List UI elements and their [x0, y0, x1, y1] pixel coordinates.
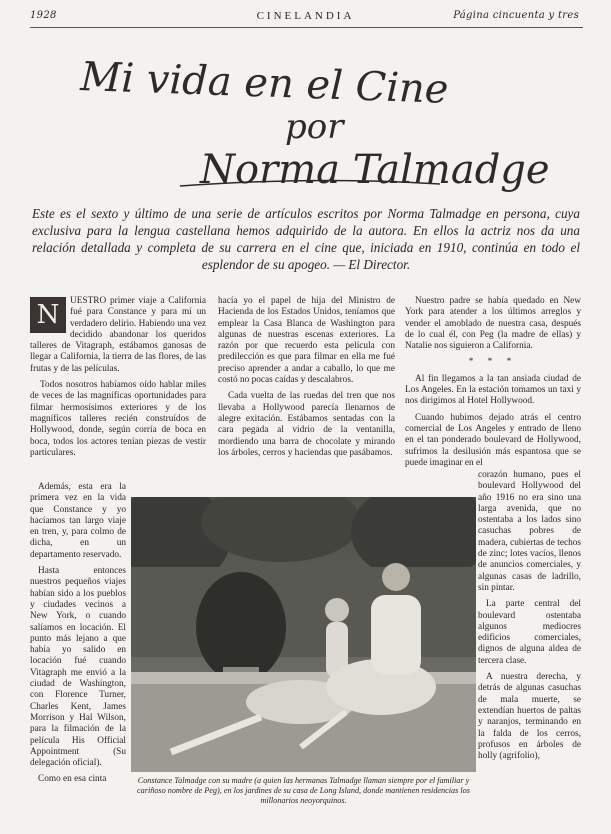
column-3	[405, 296, 581, 474]
col1n-paragraph-2: Hasta entonces nuestros pequeños viajes habían sido a los pueblos y ciudades vecinos a New York, o cuando salíamos en locación. El punto más lejano a que había yo salido en locación fué cuando Vitagraph me envió a la ciudad de Washington, con Florence Turner, Charles Kent, James Morrison y Hal Wilson, para la filmación de la película His Official Appointment (Su delegación oficial).	[30, 566, 126, 769]
magazine-title: CINELANDIA	[256, 10, 355, 22]
column-3-narrow	[478, 470, 581, 767]
col2-paragraph-2: Cada vuelta de las ruedas del tren que nos llevaba a Hollywood parecía llenarnos de alegre exitación. Estábamos sentadas con la cara pegada al vidrio de la ventanilla, mordiendo una barra de chocolate y mirando los árboles, cerros y haciendas que pasábamos.	[218, 391, 395, 458]
section-break: * * *	[468, 357, 518, 368]
column-1	[30, 296, 206, 464]
col1n-paragraph-3: Como en esa cinta	[38, 774, 107, 785]
intro-paragraph: Este es el sexto y último de una serie de artículos escritos por Norma Talmadge en persona, cuya exclusiva para la lengua castellana hemos adquirido de la autora. En ellos la actriz nos da una relación detallada y completa de su carrera en el cine que, iniciada en 1910, continúa en todo el esplendor de su apogeo. — El Director.	[32, 206, 580, 272]
header-rule	[30, 27, 583, 28]
col1-paragraph-2: Todos nosotros habíamos oído hablar miles de veces de las magníficas oportunidades para filmar hermosísimos exteriores y de los magníficos talleres recién construídos de Hollywood, donde, según corría de boca en boca, todos los actores tenían piezas de vestir particulares.	[30, 380, 206, 458]
col1n-paragraph-1: Además, esta era la primera vez en la vida que Constance y yo hacíamos tan largo viaje en tren, y, para colmo de dicha, en un departamento reservado.	[30, 482, 126, 560]
signature-line-2: por	[285, 107, 344, 147]
garden-photo	[131, 497, 476, 772]
col3n-paragraph-2: La parte central del boulevard ostentaba algunos mediocres edificios comerciales, dignos de alguna aldea de tercera clase.	[478, 599, 581, 666]
page-year: 1928	[30, 10, 57, 21]
signature-line-3: Norma Talmadge	[200, 147, 550, 193]
col3-paragraph-1: Nuestro padre se había quedado en New York para atender a los últimos arreglos y vender el amoblado de nuestra casa, después de lo cual él, con Peg (la madre de ellas) y Natalie nos siguieron a California.	[405, 296, 581, 352]
col3n-paragraph-3: A nuestra derecha, y detrás de algunas casuchas de mala muerte, se extendían huertos de paltas y naranjos, terminando en la falda de los cerros, profusos en árboles de holly (agrifolio),	[478, 672, 581, 762]
handwritten-title	[60, 38, 580, 198]
col1-paragraph-1: N UESTRO primer viaje a California fué para Constance y para mí un verdadero delirio. Habiendo una vez decidido abandonar los queridos talleres de Vitagraph, estábamos ganosas de llegar a California, la tierra de las flores, de las frutas y de las películas.	[30, 296, 206, 374]
col2-paragraph-1: hacía yo el papel de hija del Ministro de Hacienda de los Estados Unidos, teníamos que emplear la Casa Blanca de Washington para algunas de nuestras escenas exteriores. La razón por que recuerdo esta película con predilección es que para filmar en ella me fué preciso aprender a andar a caballo, lo que me costó no pocas caídas y descalabros.	[218, 296, 395, 386]
col3-paragraph-2: Al fin llegamos a la tan ansiada ciudad de Los Angeles. En la estación tomamos un taxi y nos dirigimos al Hotel Hollywood.	[405, 373, 581, 407]
drop-cap: N	[30, 297, 66, 333]
column-2	[218, 296, 395, 464]
col3-paragraph-3: Cuando hubimos dejado atrás el centro comercial de Los Angeles y entrado de lleno en el tan ponderado boulevard de Hollywood, sufrimos la desilusión más espantosa que se puede imaginar en el	[405, 412, 581, 468]
photo-caption: Constance Talmadge con su madre (a quien las hermanas Talmadge llaman siempre por el familiar y cariñoso nombre de Peg), en los jardines de su casa de Long Island, donde mantienen residencias los millonarios neoyorquinos.	[137, 776, 470, 805]
signature-line-1: Mi vida en el Cine	[79, 54, 450, 113]
photo-illustration	[131, 497, 476, 772]
column-1-narrow	[30, 482, 126, 791]
page-number: Página cincuenta y tres	[453, 10, 579, 21]
col3n-paragraph-1: corazón humano, pues el boulevard Hollywood del año 1916 no era sino una larga avenida, que no ostentaba a los lados sino casuchas pobres de madera, cubiertas de techos de zinc; lotes vacíos, llenos de anuncios comerciales, y algunas casas de ladrillo, sin pintar.	[478, 470, 581, 593]
